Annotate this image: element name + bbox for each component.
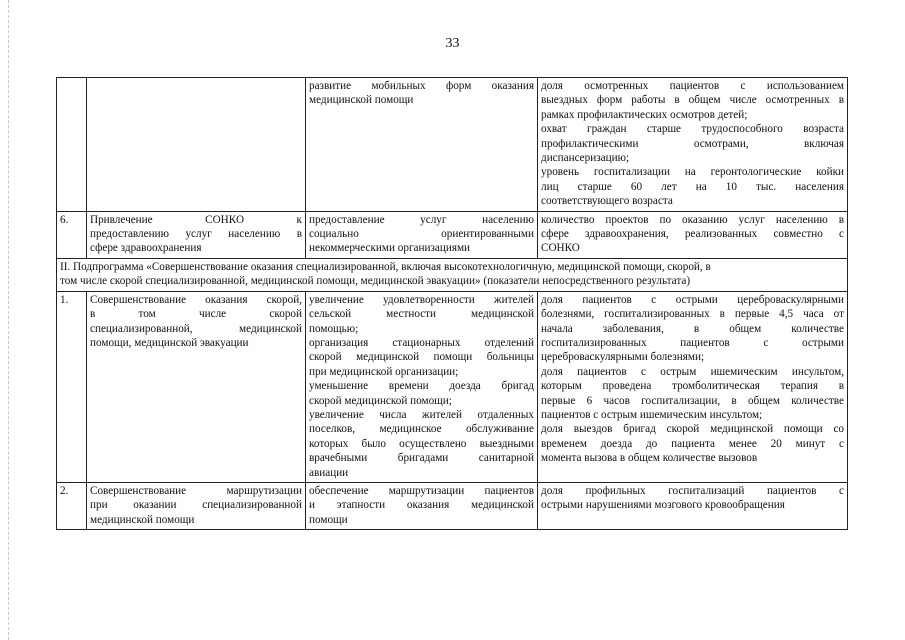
table-row	[57, 78, 848, 212]
indicator-line: выездных форм работы в общем числе осмотренных в	[541, 94, 844, 107]
indicator-line: острыми нарушениями мозгового кровообращения	[541, 499, 785, 512]
measure-line: сельской местности медицинской	[309, 308, 534, 321]
measure-line: поселков, медицинское обслуживание	[309, 423, 534, 436]
name-line: Совершенствование маршрутизации	[90, 484, 302, 497]
subprogram-line: том числе скорой специализированной, медицинской помощи, медицинской эвакуации» (показатели непосредственного результата)	[60, 275, 691, 288]
indicator-line: охват граждан старше трудоспособного возраста	[541, 123, 844, 136]
indicator-line: доля профильных госпитализаций пациентов с	[541, 484, 844, 497]
indicator-line: которым проведена тромболитическая терапия в	[541, 380, 844, 393]
measure-line: скорой медицинской помощи больницы	[309, 351, 534, 364]
measure-line: предоставление услуг населению	[309, 213, 534, 226]
measure-cell	[306, 211, 538, 258]
measure-line: помощью;	[309, 322, 359, 335]
measure-line: обеспечение маршрутизации пациентов	[309, 484, 534, 497]
indicator-line: временем доезда до пациента менее 20 минут с	[541, 437, 844, 450]
indicator-line: доля выездов бригад скорой медицинской помощи со	[541, 423, 844, 436]
measure-line: при медицинской организации;	[309, 365, 459, 378]
name-line: при оказании специализированной	[90, 499, 302, 512]
name-line: помощи, медицинской эвакуации	[90, 336, 249, 349]
indicator-line: сфере здравоохранения, реализованных совместно с	[541, 228, 844, 241]
name-line: Совершенствование оказания скорой,	[90, 293, 302, 306]
indicator-line: профилактическими осмотрами, включая	[541, 137, 844, 150]
measure-line: врачебными бригадами санитарной	[309, 452, 534, 465]
indicator-line: цереброваскулярными болезнями;	[541, 351, 705, 364]
name-line: Привлечение СОНКО к	[90, 213, 302, 226]
indicator-cell	[538, 291, 848, 482]
table-row	[57, 211, 848, 258]
name-line: в том числе скорой	[90, 308, 302, 321]
indicator-line: диспансеризацию;	[541, 152, 630, 165]
measure-line: развитие мобильных форм оказания	[309, 80, 534, 92]
event-name-cell	[87, 211, 306, 258]
measure-cell	[306, 482, 538, 529]
indicator-line: пациентов с острым ишемическим инсультом;	[541, 408, 763, 421]
indicator-cell	[538, 211, 848, 258]
measure-line: авиации	[309, 466, 349, 479]
indicator-line: начала заболевания, в общем количестве	[541, 322, 844, 335]
table-row	[57, 291, 848, 482]
event-name-cell	[87, 482, 306, 529]
event-name-cell	[87, 291, 306, 482]
name-line: специализированной, медицинской	[90, 322, 302, 335]
indicator-line: количество проектов по оказанию услуг населению в	[541, 213, 844, 226]
measure-line: увеличение числа жителей отдаленных	[309, 408, 534, 421]
indicator-line: рамках профилактических осмотров детей;	[541, 108, 748, 121]
name-line: сфере здравоохранения	[90, 242, 202, 255]
measure-line: и этапности оказания медицинской	[309, 499, 534, 512]
indicator-line: доля пациентов с острым ишемическим инсультом,	[541, 365, 844, 378]
page-number: 33	[445, 36, 460, 51]
row-number: 2.	[57, 482, 87, 529]
measure-line: которых было осуществлено выездными	[309, 437, 534, 450]
indicator-line: соответствующего возраста	[541, 195, 673, 208]
indicator-line: первые 6 часов госпитализации, в общем количестве	[541, 394, 844, 407]
row-number: 1.	[57, 291, 87, 482]
name-line: предоставлению услуг населению в	[90, 228, 302, 241]
scan-edge-line	[8, 0, 9, 640]
indicator-line: лиц старше 60 лет на 10 тыс. населения	[541, 180, 844, 193]
measure-line: организация стационарных отделений	[309, 336, 534, 349]
measure-line: увеличение удовлетворенности жителей	[309, 293, 534, 306]
measure-line: социально ориентированными	[309, 228, 534, 241]
row-number	[57, 78, 87, 212]
subprogram-header-row	[57, 258, 848, 291]
measure-line: скорой медицинской помощи;	[309, 394, 452, 407]
name-line: медицинской помощи	[90, 513, 195, 526]
indicator-line: доля осмотренных пациентов с использованием	[541, 80, 844, 92]
indicators-table	[56, 77, 848, 530]
measure-line: помощи	[309, 513, 348, 526]
subprogram-title	[57, 258, 848, 291]
indicator-line: СОНКО	[541, 242, 580, 255]
indicator-line: доля пациентов с острыми цереброваскулярными	[541, 293, 844, 306]
indicator-line: момента вызова в общем количестве вызовов	[541, 452, 758, 465]
row-number: 6.	[57, 211, 87, 258]
table-row	[57, 482, 848, 529]
indicator-line: уровень госпитализации на геронтологические койки	[541, 166, 844, 179]
measure-cell	[306, 78, 538, 212]
indicator-cell	[538, 482, 848, 529]
measure-line: некоммерческими организациями	[309, 242, 471, 255]
indicator-line: госпитализированных пациентов с острыми	[541, 336, 844, 349]
measure-line: медицинской помощи	[309, 94, 414, 107]
measure-cell	[306, 291, 538, 482]
measure-line: уменьшение времени доезда бригад	[309, 380, 534, 393]
indicator-line: болезнями, госпитализированных в первые 4,5 часа от	[541, 308, 844, 321]
event-name-cell	[87, 78, 306, 212]
indicator-cell	[538, 78, 848, 212]
subprogram-line: II. Подпрограмма «Совершенствование оказания специализированной, включая высокотехнологичную, медицинской помощи, скорой, в	[60, 260, 711, 273]
